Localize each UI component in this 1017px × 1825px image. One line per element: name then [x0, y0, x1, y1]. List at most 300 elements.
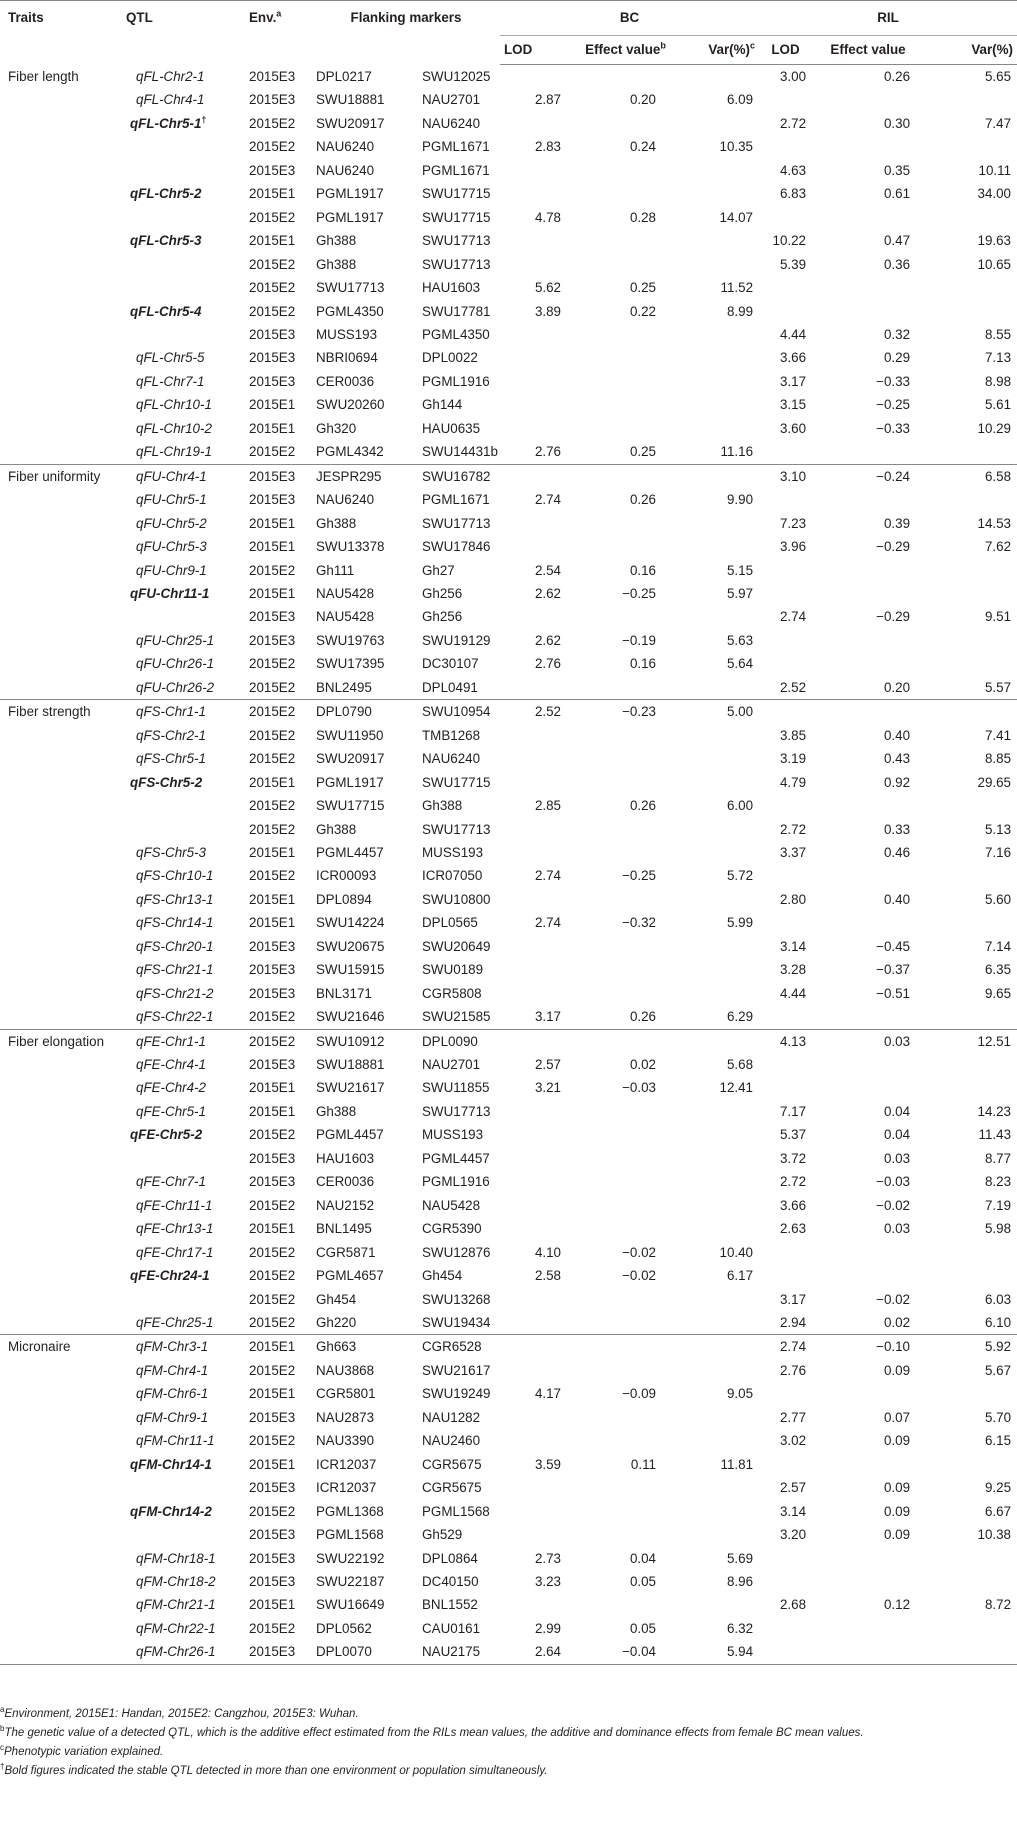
- cell-marker-right: SWU17713: [422, 233, 491, 249]
- cell-trait: [0, 1593, 122, 1616]
- cell-qtl: [122, 464, 245, 488]
- cell-marker-left: SWU10912: [316, 1033, 385, 1049]
- cell-bc-effect: [581, 1335, 670, 1359]
- cell-env: 2015E1: [249, 1221, 296, 1237]
- cell-trait: [0, 1311, 122, 1335]
- cell-ril-effect: [812, 1570, 924, 1593]
- header-ril-var: Var(%): [924, 36, 1017, 65]
- qtl-name: qFS-Chr10-1: [136, 868, 214, 884]
- cell-ril-lod: [759, 276, 812, 299]
- cell-marker-left: SWU18881: [316, 92, 385, 108]
- cell-trait: Micronaire: [8, 1339, 71, 1355]
- cell-ril-var: [924, 440, 1017, 464]
- cell-ril-effect: [812, 300, 924, 323]
- footnote-text: Phenotypic variation explained.: [4, 1746, 164, 1758]
- cell-bc-effect: [581, 464, 670, 488]
- cell-qtl: [122, 323, 245, 346]
- qtl-name: qFE-Chr11-1: [136, 1197, 213, 1213]
- cell-env: 2015E1: [249, 233, 296, 249]
- cell-bc-lod: [500, 747, 581, 770]
- cell-ril-var: [924, 1053, 1017, 1076]
- cell-ril-lod: 3.17: [779, 1291, 807, 1307]
- cell-env: 2015E2: [249, 1244, 296, 1260]
- cell-bc-lod: [500, 605, 581, 628]
- cell-trait: [0, 1570, 122, 1593]
- table-row: [0, 535, 1017, 558]
- cell-bc-lod: [500, 818, 581, 841]
- cell-bc-var: 5.64: [726, 656, 754, 672]
- cell-ril-var: 12.51: [977, 1033, 1012, 1049]
- cell-bc-effect: [581, 1311, 670, 1335]
- cell-bc-var: [670, 1311, 759, 1335]
- cell-bc-var: 8.96: [726, 1574, 754, 1589]
- cell-marker-right: NAU1282: [422, 1409, 481, 1425]
- cell-trait: [0, 488, 122, 511]
- cell-ril-effect: 0.09: [883, 1433, 911, 1449]
- cell-bc-lod: [500, 1406, 581, 1429]
- cell-bc-var: [670, 182, 759, 205]
- qtl-name: qFM-Chr21-1: [136, 1597, 216, 1613]
- cell-bc-lod: 2.58: [534, 1268, 561, 1284]
- cell-marker-right: SWU14431b: [418, 440, 500, 464]
- cell-marker-left: SWU21617: [316, 1080, 385, 1096]
- qtl-name: qFU-Chr11-1: [130, 585, 210, 601]
- cell-ril-lod: 2.76: [779, 1362, 807, 1378]
- qtl-name: qFS-Chr1-1: [136, 704, 206, 720]
- cell-env: 2015E1: [249, 1597, 296, 1613]
- cell-bc-lod: [500, 1311, 581, 1335]
- cell-env: 2015E2: [249, 1433, 296, 1449]
- cell-bc-var: 11.52: [720, 280, 754, 296]
- cell-bc-effect: −0.02: [622, 1244, 656, 1260]
- cell-ril-effect: −0.29: [876, 539, 911, 555]
- cell-marker-right: CGR5808: [422, 985, 482, 1001]
- cell-bc-effect: 0.24: [629, 139, 656, 155]
- cell-trait: [0, 629, 122, 652]
- cell-qtl: [122, 1288, 245, 1311]
- cell-qtl: [122, 1523, 245, 1546]
- cell-qtl: [122, 135, 245, 158]
- cell-qtl: [122, 346, 245, 369]
- cell-marker-right: SWU17846: [422, 539, 491, 555]
- cell-trait: Fiber strength: [8, 704, 91, 720]
- cell-marker-right: Gh454: [422, 1268, 463, 1284]
- cell-ril-lod: 3.66: [779, 350, 807, 366]
- qtl-name: qFL-Chr2-1: [136, 68, 205, 84]
- cell-marker-left: SWU20675: [316, 938, 385, 954]
- cell-ril-effect: 0.30: [883, 115, 911, 131]
- cell-bc-lod: [500, 1170, 581, 1193]
- cell-ril-lod: 3.14: [779, 1503, 807, 1519]
- cell-bc-lod: 4.10: [534, 1244, 561, 1260]
- cell-bc-var: 5.63: [726, 632, 754, 648]
- cell-bc-var: [670, 1476, 759, 1499]
- cell-ril-effect: [812, 1617, 924, 1640]
- cell-ril-effect: 0.09: [883, 1480, 911, 1496]
- cell-ril-var: [924, 652, 1017, 675]
- cell-ril-var: [924, 1453, 1017, 1476]
- cell-qtl: [122, 724, 245, 747]
- cell-bc-effect: [581, 676, 670, 700]
- cell-marker-left: NAU6240: [316, 162, 375, 178]
- cell-trait: [0, 911, 122, 934]
- cell-bc-lod: [500, 771, 581, 794]
- cell-ril-effect: [812, 206, 924, 229]
- cell-bc-lod: 2.99: [534, 1620, 561, 1636]
- qtl-name: qFL-Chr7-1: [136, 373, 205, 389]
- cell-ril-lod: [759, 440, 812, 464]
- cell-bc-lod: [500, 724, 581, 747]
- cell-env: 2015E3: [249, 1057, 296, 1073]
- cell-ril-var: [924, 911, 1017, 934]
- cell-ril-effect: −0.33: [876, 373, 911, 389]
- cell-bc-var: [670, 535, 759, 558]
- cell-bc-var: [670, 958, 759, 981]
- table-row: [0, 888, 1017, 911]
- table-row: [0, 1100, 1017, 1123]
- cell-env: 2015E2: [245, 676, 312, 700]
- cell-ril-lod: [759, 1005, 812, 1029]
- cell-qtl: [122, 1593, 245, 1616]
- cell-marker-left: BNL2495: [312, 676, 418, 700]
- table-row: [0, 1500, 1017, 1523]
- cell-bc-var: 5.00: [726, 704, 754, 720]
- cell-bc-effect: 0.16: [629, 656, 656, 672]
- cell-bc-var: [670, 605, 759, 628]
- cell-env: 2015E2: [249, 798, 296, 814]
- table-row: [0, 1029, 1017, 1053]
- cell-ril-var: 5.13: [984, 821, 1012, 837]
- table-row: [0, 1053, 1017, 1076]
- cell-bc-effect: 0.28: [629, 209, 656, 225]
- cell-qtl: [122, 1170, 245, 1193]
- cell-qtl: [122, 1100, 245, 1123]
- cell-bc-var: [670, 370, 759, 393]
- cell-qtl: [122, 1476, 245, 1499]
- cell-ril-var: 5.61: [984, 397, 1012, 413]
- cell-env: 2015E2: [249, 1362, 296, 1378]
- cell-qtl: [122, 1547, 245, 1570]
- cell-ril-effect: 0.02: [812, 1311, 924, 1335]
- cell-ril-effect: [812, 1264, 924, 1287]
- cell-marker-right: NAU2701: [422, 1057, 481, 1073]
- cell-bc-lod: 2.64: [500, 1640, 581, 1664]
- cell-marker-left: NAU2152: [316, 1197, 375, 1213]
- cell-bc-effect: [581, 1217, 670, 1240]
- cell-env: 2015E2: [249, 1503, 296, 1519]
- cell-ril-var: 6.15: [984, 1433, 1012, 1449]
- cell-trait: [0, 159, 122, 182]
- cell-trait: [0, 393, 122, 416]
- cell-ril-lod: 3.37: [779, 844, 807, 860]
- header-traits: Traits: [0, 1, 122, 65]
- table-row: [0, 300, 1017, 323]
- cell-ril-effect: [812, 1241, 924, 1264]
- cell-ril-lod: 5.37: [779, 1127, 807, 1143]
- header-bc-var: Var(%)$^c$: [670, 36, 759, 65]
- footnote-mark: c: [0, 1743, 4, 1753]
- qtl-name: qFE-Chr25-1: [136, 1315, 214, 1331]
- table-row: [0, 512, 1017, 535]
- cell-marker-right: SWU11855: [422, 1080, 490, 1096]
- cell-ril-var: 7.47: [984, 115, 1012, 131]
- cell-env: 2015E3: [249, 468, 296, 484]
- footnote-mark: a: [0, 1705, 5, 1715]
- cell-qtl: [122, 771, 245, 794]
- cell-env: 2015E1: [249, 774, 296, 790]
- qtl-name: qFM-Chr6-1: [136, 1386, 209, 1402]
- cell-marker-right: NAU2701: [422, 92, 481, 108]
- table-body: [0, 65, 1017, 1665]
- cell-marker-left: Gh111: [316, 562, 355, 578]
- cell-qtl: [122, 488, 245, 511]
- table-header: [0, 1, 1017, 65]
- cell-env: 2015E1: [249, 844, 296, 860]
- cell-ril-effect: −0.03: [876, 1174, 911, 1190]
- cell-ril-effect: 0.03: [883, 1033, 911, 1049]
- table-row: [0, 864, 1017, 887]
- cell-bc-effect: [581, 1476, 670, 1499]
- qtl-name: qFE-Chr5-2: [130, 1127, 203, 1143]
- cell-marker-left: BNL1495: [316, 1221, 372, 1237]
- cell-qtl: [122, 1217, 245, 1240]
- cell-ril-var: [924, 794, 1017, 817]
- cell-ril-effect: −0.51: [876, 985, 911, 1001]
- cell-marker-right: NAU2175: [418, 1640, 500, 1664]
- cell-env: 2015E3: [249, 350, 296, 366]
- cell-qtl: [122, 747, 245, 770]
- footnote-text: Bold figures indicated the stable QTL detected in more than one environment or population simultaneously.: [4, 1765, 548, 1777]
- cell-bc-var: 5.94: [670, 1640, 759, 1664]
- cell-qtl: [122, 559, 245, 582]
- cell-bc-lod: 5.62: [534, 280, 561, 296]
- cell-ril-effect: 0.03: [883, 1221, 911, 1237]
- cell-bc-effect: [581, 1100, 670, 1123]
- cell-marker-right: PGML4350: [422, 326, 490, 342]
- cell-marker-left: CER0036: [316, 373, 375, 389]
- cell-trait: [0, 370, 122, 393]
- cell-bc-lod: [500, 1194, 581, 1217]
- cell-bc-effect: 0.22: [629, 303, 656, 319]
- cell-bc-var: [670, 818, 759, 841]
- cell-marker-right: CAU0161: [422, 1620, 481, 1636]
- cell-qtl: [122, 841, 245, 864]
- cell-marker-right: SWU19434: [418, 1311, 500, 1335]
- table-row: [0, 818, 1017, 841]
- table-row: [0, 1570, 1017, 1593]
- cell-bc-var: 14.07: [719, 209, 754, 225]
- cell-bc-var: 9.90: [726, 492, 754, 508]
- cell-env: 2015E2: [249, 821, 296, 837]
- cell-marker-right: PGML1916: [422, 1174, 490, 1190]
- qtl-name: qFM-Chr11-1: [136, 1433, 215, 1449]
- cell-trait: [0, 888, 122, 911]
- cell-trait: [0, 1076, 122, 1099]
- cell-ril-var: 29.65: [977, 774, 1012, 790]
- table-row: [0, 652, 1017, 675]
- footnote-text: The genetic value of a detected QTL, which is the additive effect estimated from the RILs mean values, the additive and dominance effects from female BC mean values.: [4, 1727, 864, 1739]
- cell-ril-lod: 7.17: [779, 1103, 807, 1119]
- cell-env: 2015E2: [249, 1620, 296, 1636]
- cell-ril-effect: 0.35: [883, 162, 911, 178]
- cell-trait: [0, 1382, 122, 1405]
- cell-bc-var: [670, 1335, 759, 1359]
- footnote-mark: b: [0, 1724, 5, 1734]
- cell-trait: Fiber uniformity: [8, 468, 101, 484]
- cell-ril-lod: [759, 1617, 812, 1640]
- cell-bc-lod: [500, 1288, 581, 1311]
- cell-bc-var: [670, 253, 759, 276]
- cell-bc-effect: 0.05: [629, 1620, 656, 1636]
- cell-ril-var: 10.11: [978, 162, 1012, 178]
- cell-bc-var: [670, 65, 759, 89]
- cell-env: 2015E2: [245, 1311, 312, 1335]
- cell-bc-lod: [500, 841, 581, 864]
- cell-ril-lod: 3.19: [779, 751, 807, 767]
- cell-qtl: [122, 629, 245, 652]
- cell-marker-left: Gh388: [316, 233, 357, 249]
- cell-marker-left: PGML4342: [312, 440, 418, 464]
- cell-bc-lod: [500, 182, 581, 205]
- cell-bc-effect: [581, 1147, 670, 1170]
- qtl-name: qFU-Chr9-1: [136, 562, 207, 578]
- cell-ril-var: 9.51: [984, 609, 1012, 625]
- cell-bc-var: 10.35: [719, 139, 754, 155]
- qtl-name: qFL-Chr10-2: [136, 420, 212, 436]
- cell-env: 2015E3: [249, 962, 296, 978]
- cell-ril-effect: 0.03: [883, 1150, 911, 1166]
- cell-trait: [0, 958, 122, 981]
- cell-qtl: [122, 1406, 245, 1429]
- cell-marker-left: NBRI0694: [316, 350, 378, 366]
- cell-bc-lod: [500, 253, 581, 276]
- cell-marker-right: TMB1268: [422, 727, 481, 743]
- table-row: [0, 605, 1017, 628]
- cell-marker-right: NAU6240: [422, 751, 481, 767]
- qtl-name: qFM-Chr26-1: [136, 1644, 216, 1660]
- cell-ril-lod: 5.39: [779, 256, 807, 272]
- cell-env: 2015E3: [249, 1550, 296, 1566]
- cell-ril-lod: 4.13: [779, 1033, 807, 1049]
- cell-bc-lod: 3.17: [500, 1005, 581, 1029]
- cell-bc-var: [670, 1523, 759, 1546]
- cell-marker-right: PGML1568: [422, 1503, 490, 1519]
- cell-marker-left: NAU3390: [316, 1433, 375, 1449]
- cell-marker-left: DPL0070: [312, 1640, 418, 1664]
- cell-ril-effect: −0.37: [876, 962, 911, 978]
- qtl-name: qFM-Chr3-1: [136, 1339, 209, 1355]
- cell-marker-left: SWU11950: [316, 727, 384, 743]
- cell-ril-var: 6.35: [984, 962, 1012, 978]
- cell-bc-effect: −0.03: [622, 1080, 656, 1096]
- cell-bc-lod: 2.52: [534, 704, 561, 720]
- cell-marker-right: SWU17713: [422, 1103, 491, 1119]
- cell-ril-effect: [812, 1053, 924, 1076]
- cell-bc-var: 6.32: [726, 1620, 754, 1636]
- qtl-name: qFS-Chr21-1: [136, 962, 214, 978]
- cell-bc-effect: [581, 159, 670, 182]
- cell-bc-var: 5.99: [726, 915, 754, 931]
- cell-ril-var: [924, 206, 1017, 229]
- qtl-name: qFS-Chr2-1: [136, 727, 206, 743]
- cell-bc-lod: 2.83: [534, 139, 561, 155]
- cell-bc-var: [670, 323, 759, 346]
- qtl-name: qFM-Chr9-1: [136, 1409, 209, 1425]
- table-row: [0, 982, 1017, 1005]
- cell-trait: [0, 818, 122, 841]
- table-row: [0, 676, 1017, 700]
- cell-trait: [0, 652, 122, 675]
- qtl-name: qFL-Chr5-4: [130, 303, 202, 319]
- cell-bc-effect: −0.02: [622, 1268, 656, 1284]
- cell-ril-var: 5.65: [984, 69, 1012, 84]
- cell-bc-lod: [500, 676, 581, 700]
- cell-marker-left: NAU5428: [316, 585, 375, 601]
- cell-trait: [0, 676, 122, 700]
- cell-env: 2015E3: [249, 162, 296, 178]
- cell-ril-lod: 3.96: [779, 539, 807, 555]
- cell-ril-var: 7.14: [984, 938, 1012, 954]
- table-row: [0, 559, 1017, 582]
- cell-qtl: [122, 1359, 245, 1382]
- cell-bc-var: [670, 512, 759, 535]
- cell-env: 2015E2: [249, 727, 296, 743]
- cell-bc-var: [670, 229, 759, 252]
- cell-bc-effect: 0.04: [629, 1550, 656, 1566]
- cell-ril-lod: [759, 1264, 812, 1287]
- cell-bc-lod: 3.21: [534, 1080, 561, 1096]
- cell-qtl: [122, 1617, 245, 1640]
- cell-trait: [0, 1617, 122, 1640]
- cell-ril-var: 5.98: [984, 1221, 1012, 1237]
- cell-bc-effect: 0.25: [581, 440, 670, 464]
- table-row: [0, 1005, 1017, 1029]
- table-row: [0, 1288, 1017, 1311]
- cell-marker-right: Gh27: [422, 562, 455, 578]
- table-row: [0, 958, 1017, 981]
- cell-ril-effect: [812, 1640, 924, 1664]
- cell-bc-lod: [500, 958, 581, 981]
- cell-marker-right: MUSS193: [422, 844, 484, 860]
- cell-qtl: [122, 253, 245, 276]
- cell-env: 2015E3: [249, 1150, 296, 1166]
- cell-marker-right: SWU10800: [422, 891, 491, 907]
- cell-env: 2015E3: [249, 609, 296, 625]
- cell-ril-lod: 3.60: [779, 420, 807, 436]
- cell-ril-effect: −0.24: [876, 468, 911, 484]
- cell-qtl: [122, 958, 245, 981]
- cell-bc-effect: −0.09: [622, 1386, 656, 1402]
- cell-ril-var: 7.41: [984, 727, 1012, 743]
- cell-bc-var: 8.99: [726, 303, 754, 319]
- cell-ril-effect: 0.39: [883, 515, 911, 531]
- cell-env: 2015E3: [249, 373, 296, 389]
- cell-bc-lod: 3.89: [534, 303, 561, 319]
- cell-trait: [0, 724, 122, 747]
- table-row: [0, 1640, 1017, 1664]
- qtl-name: qFL-Chr10-1: [136, 397, 212, 413]
- table-row: [0, 1194, 1017, 1217]
- cell-env: 2015E2: [249, 704, 296, 720]
- cell-qtl: [122, 652, 245, 675]
- cell-bc-var: [670, 417, 759, 440]
- cell-bc-lod: [500, 1523, 581, 1546]
- cell-qtl: [122, 794, 245, 817]
- cell-ril-lod: 2.94: [759, 1311, 812, 1335]
- header-bc: BC: [500, 1, 759, 36]
- cell-ril-lod: 3.15: [779, 397, 807, 413]
- qtl-name: qFE-Chr24-1: [130, 1268, 210, 1284]
